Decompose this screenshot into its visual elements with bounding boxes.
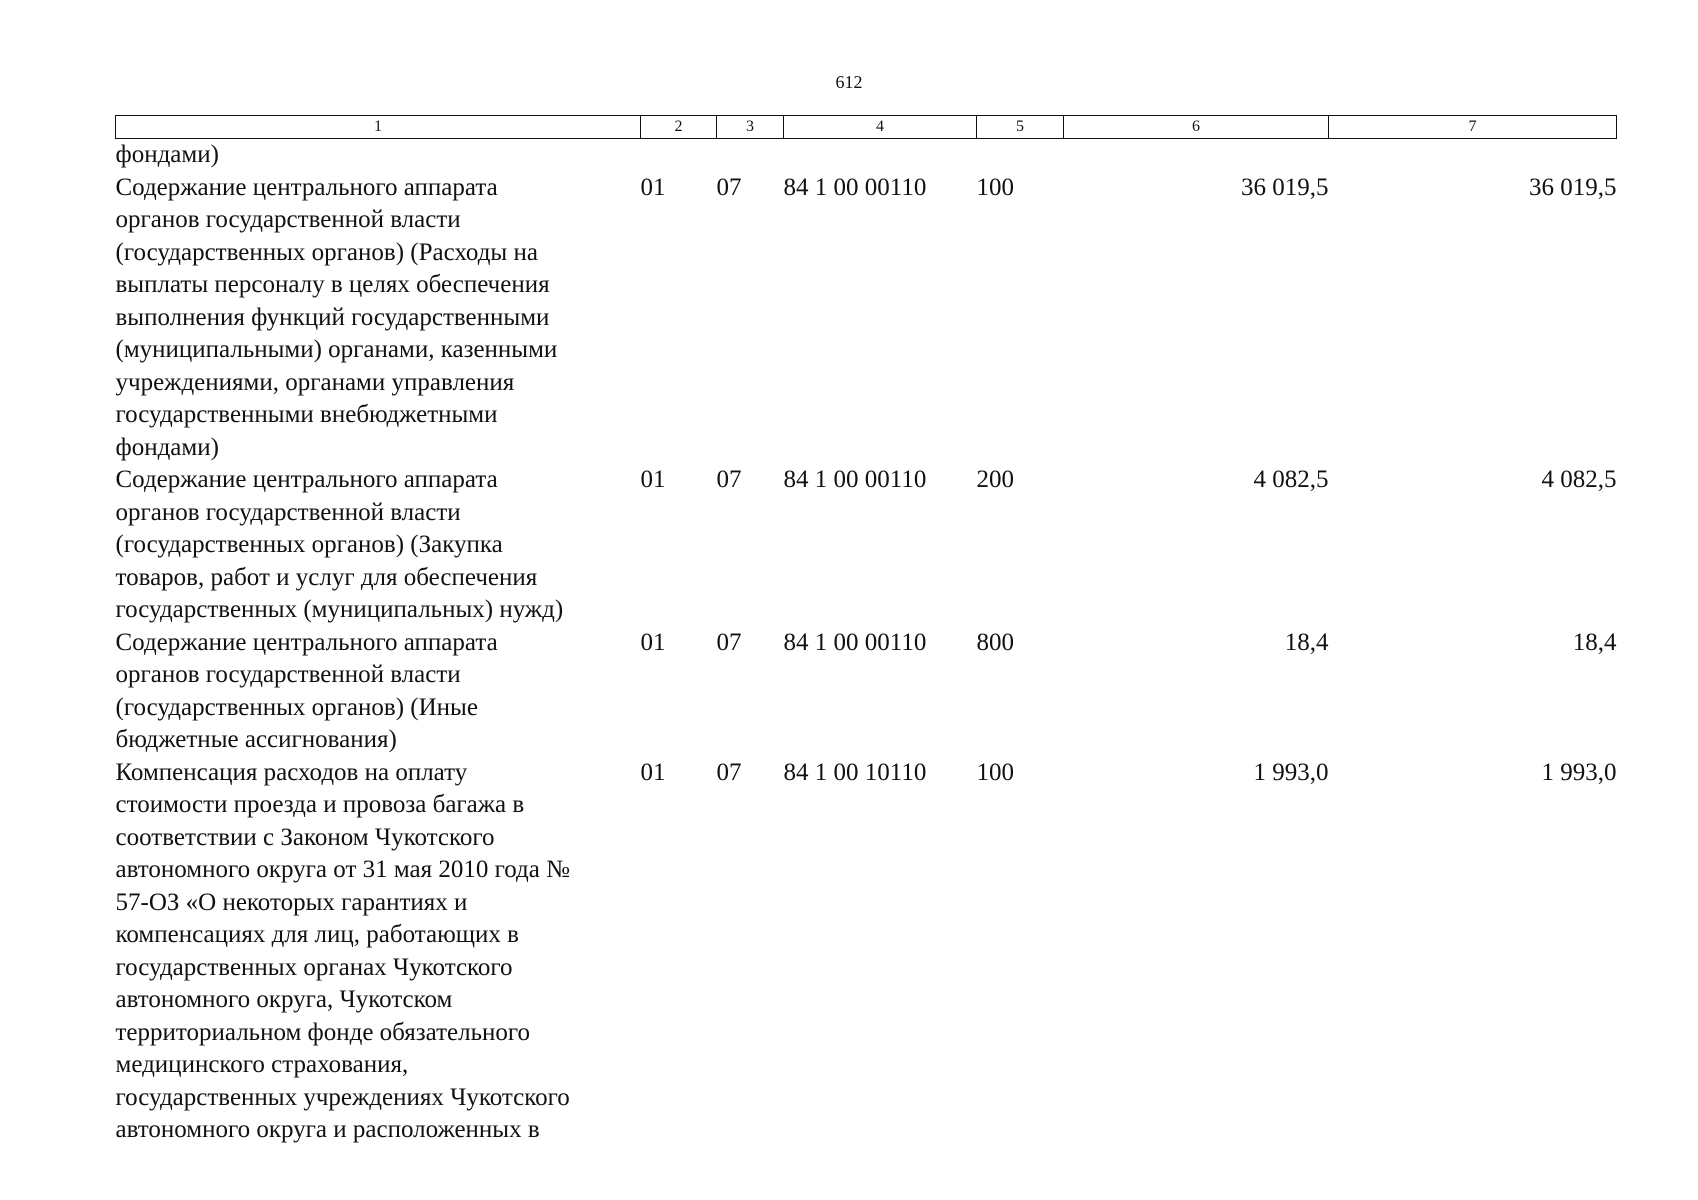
header-col-7: 7	[1329, 116, 1617, 139]
row-amount-1: 18,4	[1284, 628, 1329, 656]
description-line: выплаты персоналу в целях обеспечения	[115, 271, 550, 298]
row-subsection: 07	[716, 173, 742, 201]
continued-row	[116, 139, 1617, 172]
description-line: выполнения функций государственными	[115, 303, 550, 331]
description-line: государственными внебюджетными	[115, 401, 498, 428]
description-line: автономного округа, Чукотском	[115, 986, 453, 1013]
table-row	[116, 757, 1617, 1147]
continued-text: фондами)	[115, 141, 219, 168]
row-amount-1: 1 993,0	[1253, 758, 1329, 786]
row-subsection: 07	[716, 758, 742, 786]
description-line: органов государственной власти	[115, 206, 461, 233]
description-line: (государственных органов) (Закупка	[115, 531, 503, 558]
table-body	[116, 139, 1617, 1147]
row-target-article: 84 1 00 00110	[783, 173, 927, 201]
row-subsection: 07	[716, 628, 742, 656]
description-line: Содержание центрального аппарата	[115, 628, 498, 656]
row-amount-2: 36 019,5	[1529, 173, 1617, 201]
description-line: (государственных органов) (Иные	[115, 693, 478, 721]
header-col-6: 6	[1064, 116, 1329, 139]
row-target-article: 84 1 00 00110	[783, 466, 927, 493]
row-section: 01	[640, 758, 666, 786]
row-section: 01	[640, 173, 666, 201]
row-description	[116, 757, 641, 1147]
header-col-1: 1	[116, 116, 641, 139]
description-line: Содержание центрального аппарата	[115, 173, 498, 201]
header-col-5: 5	[977, 116, 1064, 139]
row-amount-2: 1 993,0	[1541, 758, 1617, 786]
description-line: учреждениями, органами управления	[115, 368, 515, 396]
header-col-3: 3	[717, 116, 784, 139]
description-line: государственных (муниципальных) нужд)	[115, 596, 564, 623]
row-description	[116, 627, 641, 757]
table-row	[116, 464, 1617, 627]
description-line: товаров, работ и услуг для обеспечения	[115, 563, 538, 591]
description-line: государственных органах Чукотского	[115, 953, 513, 981]
header-col-4: 4	[784, 116, 977, 139]
description-line: органов государственной власти	[115, 661, 461, 688]
row-amount-2: 4 082,5	[1541, 466, 1617, 493]
row-amount-2: 18,4	[1572, 628, 1617, 656]
row-amount-1: 4 082,5	[1253, 466, 1329, 493]
description-line: 57-ОЗ «О некоторых гарантиях и	[115, 888, 468, 916]
row-target-article: 84 1 00 10110	[783, 758, 927, 786]
row-subsection: 07	[716, 466, 742, 493]
description-line: органов государственной власти	[115, 498, 461, 526]
row-expense-type: 100	[976, 173, 1014, 201]
table-row	[116, 172, 1617, 465]
row-expense-type: 800	[976, 628, 1014, 656]
description-line: территориальном фонде обязательного	[115, 1018, 531, 1046]
description-line: стоимости проезда и провоза багажа в	[115, 791, 525, 818]
description-line: автономного округа и расположенных в	[115, 1116, 540, 1143]
row-section: 01	[640, 628, 666, 656]
header-col-2: 2	[641, 116, 717, 139]
description-line: фондами)	[115, 433, 219, 461]
description-line: соответствии с Законом Чукотского	[115, 823, 495, 851]
description-line: Содержание центрального аппарата	[115, 466, 498, 493]
description-line: бюджетные ассигнования)	[115, 726, 397, 753]
table-row	[116, 627, 1617, 757]
row-amount-1: 36 019,5	[1241, 173, 1329, 201]
row-expense-type: 200	[976, 466, 1014, 493]
row-expense-type: 100	[976, 758, 1014, 786]
header-row	[116, 116, 1617, 139]
description-line: (муниципальными) органами, казенными	[115, 336, 558, 363]
description-line: компенсациях для лиц, работающих в	[115, 921, 519, 948]
description-line: (государственных органов) (Расходы на	[115, 238, 538, 266]
row-target-article: 84 1 00 00110	[783, 628, 927, 656]
description-line: Компенсация расходов на оплату	[115, 758, 468, 786]
page-number: 612	[835, 72, 863, 92]
description-line: государственных учреждениях Чукотского	[115, 1083, 570, 1111]
row-section: 01	[640, 466, 666, 493]
row-description	[116, 464, 641, 627]
description-line: медицинского страхования,	[115, 1051, 409, 1078]
budget-table	[115, 115, 1617, 1147]
table-header	[116, 116, 1617, 139]
description-line: автономного округа от 31 мая 2010 года №	[115, 856, 570, 883]
row-description	[116, 172, 641, 465]
